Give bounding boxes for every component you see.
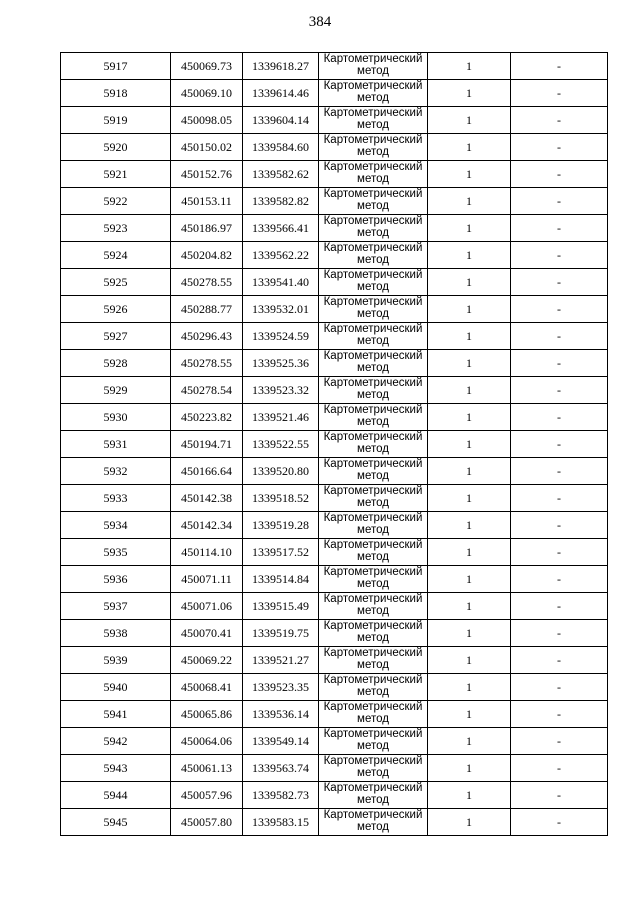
page-number: 384 (308, 14, 332, 30)
accuracy-cell: 1 (428, 269, 511, 296)
note-cell: - (511, 404, 608, 431)
x-coordinate-cell: 450153.11 (171, 188, 243, 215)
method-line-2: метод (357, 173, 389, 185)
note-cell: - (511, 539, 608, 566)
method-line-1: Картометрический (323, 431, 423, 443)
method-line-1: Картометрический (323, 269, 423, 281)
method-line-2: метод (357, 470, 389, 482)
x-coordinate-cell: 450278.55 (171, 350, 243, 377)
method-line-1: Картометрический (323, 80, 423, 92)
note-cell: - (511, 215, 608, 242)
x-coordinate-cell: 450114.10 (171, 539, 243, 566)
accuracy-cell: 1 (428, 728, 511, 755)
x-coordinate-cell: 450142.38 (171, 485, 243, 512)
accuracy-cell: 1 (428, 431, 511, 458)
method-line-2: метод (357, 92, 389, 104)
method-line-2: метод (357, 767, 389, 779)
x-coordinate-cell: 450288.77 (171, 296, 243, 323)
table-row (61, 377, 608, 404)
accuracy-cell: 1 (428, 593, 511, 620)
x-coordinate-cell: 450204.82 (171, 242, 243, 269)
method-line-2: метод (357, 821, 389, 833)
note-cell: - (511, 350, 608, 377)
note-cell: - (511, 512, 608, 539)
accuracy-cell: 1 (428, 809, 511, 836)
note-cell: - (511, 458, 608, 485)
method-cell (319, 485, 428, 512)
accuracy-cell: 1 (428, 701, 511, 728)
note-cell: - (511, 593, 608, 620)
method-cell (319, 53, 428, 80)
point-number-cell: 5939 (61, 647, 171, 674)
point-number-cell: 5935 (61, 539, 171, 566)
x-coordinate-cell: 450061.13 (171, 755, 243, 782)
point-number-cell: 5943 (61, 755, 171, 782)
table-row (61, 620, 608, 647)
y-coordinate-cell: 1339524.59 (243, 323, 319, 350)
note-cell: - (511, 53, 608, 80)
method-line-1: Картометрический (323, 539, 423, 551)
method-line-1: Картометрический (323, 296, 423, 308)
table-row (61, 593, 608, 620)
method-line-2: метод (357, 119, 389, 131)
x-coordinate-cell: 450186.97 (171, 215, 243, 242)
accuracy-cell: 1 (428, 134, 511, 161)
accuracy-cell: 1 (428, 215, 511, 242)
table-row (61, 674, 608, 701)
note-cell: - (511, 809, 608, 836)
method-line-1: Картометрический (323, 53, 423, 65)
table-row (61, 566, 608, 593)
method-line-2: метод (357, 740, 389, 752)
method-cell (319, 269, 428, 296)
y-coordinate-cell: 1339566.41 (243, 215, 319, 242)
x-coordinate-cell: 450057.80 (171, 809, 243, 836)
y-coordinate-cell: 1339604.14 (243, 107, 319, 134)
table-row (61, 404, 608, 431)
method-line-1: Картометрический (323, 188, 423, 200)
table-row (61, 242, 608, 269)
note-cell: - (511, 728, 608, 755)
y-coordinate-cell: 1339541.40 (243, 269, 319, 296)
table-row (61, 539, 608, 566)
note-cell: - (511, 755, 608, 782)
method-cell (319, 431, 428, 458)
note-cell: - (511, 296, 608, 323)
y-coordinate-cell: 1339562.22 (243, 242, 319, 269)
note-cell: - (511, 620, 608, 647)
y-coordinate-cell: 1339584.60 (243, 134, 319, 161)
point-number-cell: 5941 (61, 701, 171, 728)
note-cell: - (511, 80, 608, 107)
method-cell (319, 134, 428, 161)
accuracy-cell: 1 (428, 188, 511, 215)
accuracy-cell: 1 (428, 350, 511, 377)
note-cell: - (511, 701, 608, 728)
method-line-2: метод (357, 578, 389, 590)
y-coordinate-cell: 1339582.62 (243, 161, 319, 188)
table-row (61, 809, 608, 836)
note-cell: - (511, 107, 608, 134)
method-cell (319, 458, 428, 485)
y-coordinate-cell: 1339536.14 (243, 701, 319, 728)
accuracy-cell: 1 (428, 512, 511, 539)
y-coordinate-cell: 1339518.52 (243, 485, 319, 512)
method-cell (319, 755, 428, 782)
method-line-2: метод (357, 281, 389, 293)
method-cell (319, 701, 428, 728)
point-number-cell: 5937 (61, 593, 171, 620)
accuracy-cell: 1 (428, 377, 511, 404)
table-row (61, 431, 608, 458)
accuracy-cell: 1 (428, 107, 511, 134)
method-cell (319, 107, 428, 134)
point-number-cell: 5920 (61, 134, 171, 161)
point-number-cell: 5930 (61, 404, 171, 431)
method-line-1: Картометрический (323, 485, 423, 497)
method-cell (319, 674, 428, 701)
accuracy-cell: 1 (428, 80, 511, 107)
accuracy-cell: 1 (428, 485, 511, 512)
accuracy-cell: 1 (428, 620, 511, 647)
method-line-2: метод (357, 632, 389, 644)
table-row (61, 134, 608, 161)
accuracy-cell: 1 (428, 242, 511, 269)
point-number-cell: 5936 (61, 566, 171, 593)
method-cell (319, 404, 428, 431)
note-cell: - (511, 377, 608, 404)
method-line-1: Картометрический (323, 512, 423, 524)
point-number-cell: 5924 (61, 242, 171, 269)
y-coordinate-cell: 1339519.75 (243, 620, 319, 647)
x-coordinate-cell: 450194.71 (171, 431, 243, 458)
table-row (61, 458, 608, 485)
method-line-1: Картометрический (323, 674, 423, 686)
note-cell: - (511, 269, 608, 296)
accuracy-cell: 1 (428, 53, 511, 80)
table-row (61, 755, 608, 782)
accuracy-cell: 1 (428, 782, 511, 809)
method-line-1: Картометрический (323, 404, 423, 416)
method-line-1: Картометрический (323, 620, 423, 632)
method-cell (319, 323, 428, 350)
method-line-2: метод (357, 605, 389, 617)
point-number-cell: 5932 (61, 458, 171, 485)
x-coordinate-cell: 450069.10 (171, 80, 243, 107)
point-number-cell: 5927 (61, 323, 171, 350)
table-row (61, 485, 608, 512)
table-row (61, 53, 608, 80)
method-line-1: Картометрический (323, 647, 423, 659)
method-line-1: Картометрический (323, 107, 423, 119)
method-line-1: Картометрический (323, 161, 423, 173)
note-cell: - (511, 431, 608, 458)
accuracy-cell: 1 (428, 404, 511, 431)
point-number-cell: 5933 (61, 485, 171, 512)
point-number-cell: 5926 (61, 296, 171, 323)
table-row (61, 647, 608, 674)
point-number-cell: 5942 (61, 728, 171, 755)
note-cell: - (511, 485, 608, 512)
method-line-1: Картометрический (323, 458, 423, 470)
note-cell: - (511, 674, 608, 701)
method-cell (319, 215, 428, 242)
x-coordinate-cell: 450064.06 (171, 728, 243, 755)
point-number-cell: 5938 (61, 620, 171, 647)
method-line-2: метод (357, 659, 389, 671)
note-cell: - (511, 566, 608, 593)
method-cell (319, 242, 428, 269)
method-line-1: Картометрический (323, 134, 423, 146)
point-number-cell: 5919 (61, 107, 171, 134)
method-line-1: Картометрический (323, 566, 423, 578)
x-coordinate-cell: 450098.05 (171, 107, 243, 134)
method-cell (319, 161, 428, 188)
x-coordinate-cell: 450278.54 (171, 377, 243, 404)
method-line-2: метод (357, 146, 389, 158)
point-number-cell: 5925 (61, 269, 171, 296)
x-coordinate-cell: 450142.34 (171, 512, 243, 539)
y-coordinate-cell: 1339521.46 (243, 404, 319, 431)
point-number-cell: 5945 (61, 809, 171, 836)
y-coordinate-cell: 1339520.80 (243, 458, 319, 485)
point-number-cell: 5931 (61, 431, 171, 458)
x-coordinate-cell: 450166.64 (171, 458, 243, 485)
method-line-1: Картометрический (323, 593, 423, 605)
point-number-cell: 5940 (61, 674, 171, 701)
x-coordinate-cell: 450069.73 (171, 53, 243, 80)
x-coordinate-cell: 450057.96 (171, 782, 243, 809)
table-row (61, 269, 608, 296)
method-line-1: Картометрический (323, 350, 423, 362)
point-number-cell: 5928 (61, 350, 171, 377)
method-line-2: метод (357, 335, 389, 347)
x-coordinate-cell: 450278.55 (171, 269, 243, 296)
y-coordinate-cell: 1339582.73 (243, 782, 319, 809)
x-coordinate-cell: 450071.06 (171, 593, 243, 620)
accuracy-cell: 1 (428, 539, 511, 566)
accuracy-cell: 1 (428, 647, 511, 674)
table-row (61, 107, 608, 134)
method-line-2: метод (357, 416, 389, 428)
point-number-cell: 5917 (61, 53, 171, 80)
note-cell: - (511, 188, 608, 215)
x-coordinate-cell: 450296.43 (171, 323, 243, 350)
method-line-1: Картометрический (323, 809, 423, 821)
y-coordinate-cell: 1339515.49 (243, 593, 319, 620)
table-row (61, 701, 608, 728)
method-line-2: метод (357, 497, 389, 509)
method-cell (319, 512, 428, 539)
y-coordinate-cell: 1339519.28 (243, 512, 319, 539)
method-line-1: Картометрический (323, 755, 423, 767)
point-number-cell: 5934 (61, 512, 171, 539)
x-coordinate-cell: 450223.82 (171, 404, 243, 431)
y-coordinate-cell: 1339549.14 (243, 728, 319, 755)
method-line-1: Картометрический (323, 701, 423, 713)
x-coordinate-cell: 450071.11 (171, 566, 243, 593)
note-cell: - (511, 242, 608, 269)
x-coordinate-cell: 450068.41 (171, 674, 243, 701)
accuracy-cell: 1 (428, 296, 511, 323)
method-line-2: метод (357, 200, 389, 212)
coordinates-table-body (61, 53, 608, 836)
method-cell (319, 782, 428, 809)
y-coordinate-cell: 1339583.15 (243, 809, 319, 836)
method-cell (319, 350, 428, 377)
table-row (61, 215, 608, 242)
note-cell: - (511, 782, 608, 809)
method-cell (319, 647, 428, 674)
y-coordinate-cell: 1339582.82 (243, 188, 319, 215)
method-cell (319, 377, 428, 404)
accuracy-cell: 1 (428, 161, 511, 188)
y-coordinate-cell: 1339523.35 (243, 674, 319, 701)
table-row (61, 512, 608, 539)
method-line-1: Картометрический (323, 728, 423, 740)
table-row (61, 728, 608, 755)
table-row (61, 296, 608, 323)
method-line-2: метод (357, 443, 389, 455)
x-coordinate-cell: 450070.41 (171, 620, 243, 647)
x-coordinate-cell: 450065.86 (171, 701, 243, 728)
table-row (61, 350, 608, 377)
method-line-2: метод (357, 362, 389, 374)
point-number-cell: 5921 (61, 161, 171, 188)
accuracy-cell: 1 (428, 566, 511, 593)
method-line-2: метод (357, 551, 389, 563)
accuracy-cell: 1 (428, 674, 511, 701)
note-cell: - (511, 161, 608, 188)
method-line-1: Картометрический (323, 323, 423, 335)
method-cell (319, 539, 428, 566)
point-number-cell: 5929 (61, 377, 171, 404)
accuracy-cell: 1 (428, 458, 511, 485)
note-cell: - (511, 323, 608, 350)
method-line-1: Картометрический (323, 242, 423, 254)
method-line-2: метод (357, 254, 389, 266)
method-cell (319, 80, 428, 107)
x-coordinate-cell: 450069.22 (171, 647, 243, 674)
note-cell: - (511, 134, 608, 161)
x-coordinate-cell: 450150.02 (171, 134, 243, 161)
y-coordinate-cell: 1339514.84 (243, 566, 319, 593)
point-number-cell: 5922 (61, 188, 171, 215)
note-cell: - (511, 647, 608, 674)
method-line-1: Картометрический (323, 377, 423, 389)
method-line-2: метод (357, 794, 389, 806)
y-coordinate-cell: 1339523.32 (243, 377, 319, 404)
point-number-cell: 5944 (61, 782, 171, 809)
accuracy-cell: 1 (428, 755, 511, 782)
point-number-cell: 5918 (61, 80, 171, 107)
y-coordinate-cell: 1339521.27 (243, 647, 319, 674)
y-coordinate-cell: 1339522.55 (243, 431, 319, 458)
x-coordinate-cell: 450152.76 (171, 161, 243, 188)
method-cell (319, 296, 428, 323)
table-row (61, 188, 608, 215)
point-number-cell: 5923 (61, 215, 171, 242)
method-cell (319, 566, 428, 593)
coordinates-table (60, 52, 608, 836)
y-coordinate-cell: 1339618.27 (243, 53, 319, 80)
method-cell (319, 728, 428, 755)
method-cell (319, 593, 428, 620)
y-coordinate-cell: 1339614.46 (243, 80, 319, 107)
method-line-2: метод (357, 308, 389, 320)
method-cell (319, 188, 428, 215)
y-coordinate-cell: 1339517.52 (243, 539, 319, 566)
y-coordinate-cell: 1339532.01 (243, 296, 319, 323)
method-line-1: Картометрический (323, 215, 423, 227)
method-cell (319, 809, 428, 836)
method-line-2: метод (357, 227, 389, 239)
method-line-2: метод (357, 713, 389, 725)
y-coordinate-cell: 1339525.36 (243, 350, 319, 377)
table-row (61, 80, 608, 107)
method-line-2: метод (357, 65, 389, 77)
table-row (61, 323, 608, 350)
accuracy-cell: 1 (428, 323, 511, 350)
method-line-1: Картометрический (323, 782, 423, 794)
table-row (61, 161, 608, 188)
method-cell (319, 620, 428, 647)
method-line-2: метод (357, 389, 389, 401)
y-coordinate-cell: 1339563.74 (243, 755, 319, 782)
method-line-2: метод (357, 524, 389, 536)
method-line-2: метод (357, 686, 389, 698)
table-row (61, 782, 608, 809)
